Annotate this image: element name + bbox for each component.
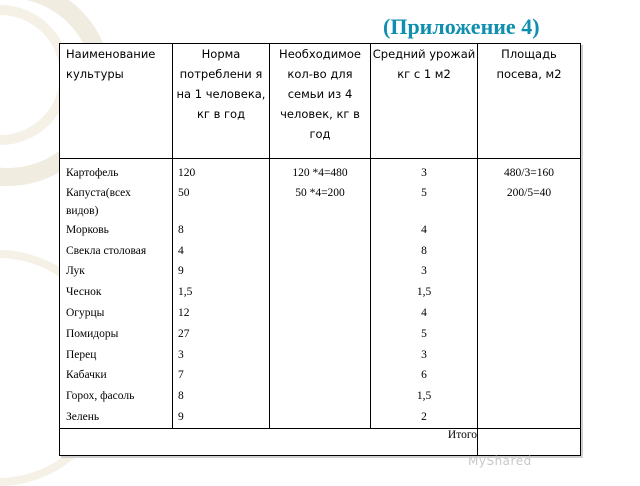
yield-value: 1,5 <box>416 390 432 403</box>
yield-value: 1,5 <box>416 286 432 299</box>
crop-name: Картофель <box>66 167 119 179</box>
crop-names-cell <box>60 159 173 429</box>
yield-value: 3 <box>421 265 427 278</box>
yield-value: 4 <box>421 306 427 319</box>
norm-value: 7 <box>178 369 184 382</box>
header-norm: Норма потреблени я на 1 человека, кг в год <box>173 44 270 159</box>
crop-name: видов) <box>66 204 99 217</box>
yield-value: 5 <box>421 327 427 340</box>
norm-value: 27 <box>178 327 190 340</box>
norm-value: 12 <box>178 306 190 319</box>
need-value: 50 *4=200 <box>295 186 345 199</box>
crop-name: Перец <box>66 348 97 361</box>
crop-name: Огурцы <box>66 306 105 319</box>
norm-value: 8 <box>178 223 184 236</box>
area-value: 200/5=40 <box>506 186 552 199</box>
yield-value: 8 <box>421 244 427 257</box>
crop-table <box>59 43 581 456</box>
norm-value: 4 <box>178 244 184 257</box>
yield-value: 3 <box>421 167 427 179</box>
need-values-cell <box>270 159 371 429</box>
yield-value: 5 <box>421 186 427 199</box>
total-label: Итого <box>60 428 478 455</box>
yield-value: 3 <box>421 348 427 361</box>
norm-value: 9 <box>178 265 184 278</box>
crop-name: Горох, фасоль <box>66 390 135 403</box>
crop-name: Помидоры <box>66 327 119 340</box>
norm-values-cell <box>173 159 270 429</box>
crop-name: Капуста(всех <box>66 186 131 199</box>
crop-name: Морковь <box>66 223 109 236</box>
norm-value: 50 <box>178 186 190 199</box>
norm-value: 8 <box>178 390 184 403</box>
header-yield: Средний урожай кг с 1 м2 <box>371 44 478 159</box>
norm-value: 9 <box>178 410 184 423</box>
crop-name: Свекла столовая <box>66 244 147 257</box>
appendix-title: (Приложение 4) <box>383 14 540 39</box>
crop-name: Кабачки <box>66 369 107 382</box>
crop-name: Зелень <box>66 410 100 423</box>
yield-value: 4 <box>421 223 427 236</box>
area-values-cell <box>478 159 581 429</box>
crop-name: Чеснок <box>66 286 102 299</box>
crop-name: Лук <box>66 265 85 278</box>
header-need: Необходимое кол-во для семьи из 4 человек, кг в год <box>270 44 371 159</box>
norm-value: 1,5 <box>178 286 193 299</box>
norm-value: 3 <box>178 348 184 361</box>
need-value: 120 *4=480 <box>292 167 348 179</box>
watermark: MyShared <box>468 454 532 468</box>
table-header-row <box>60 44 581 159</box>
norm-value: 120 <box>178 167 196 179</box>
header-crop: Наименование культуры <box>60 44 173 159</box>
yield-value: 2 <box>421 410 427 423</box>
header-area: Площадь посева, м2 <box>478 44 581 159</box>
area-value: 480/3=160 <box>504 167 554 179</box>
table-body-row <box>60 159 581 429</box>
yield-value: 6 <box>421 369 427 382</box>
total-value <box>478 428 581 455</box>
yield-values-cell <box>371 159 478 429</box>
table-total-row <box>60 428 581 455</box>
